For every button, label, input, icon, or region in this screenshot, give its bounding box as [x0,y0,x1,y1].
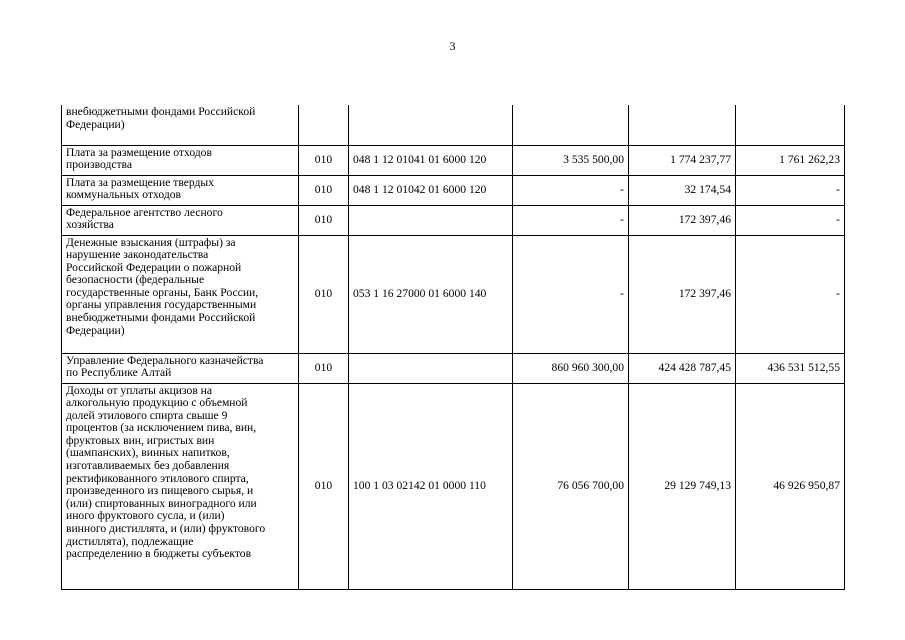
row-value-1: - [513,175,629,205]
row-name: Плата за размещение отходов производства [62,145,299,175]
row-value-2: 424 428 787,45 [629,353,736,383]
row-code: 010 [299,383,349,589]
table-row [62,353,845,383]
row-value-2 [629,105,736,145]
row-value-1: - [513,205,629,235]
row-kbk [349,205,513,235]
row-kbk: 100 1 03 02142 01 0000 110 [349,383,513,589]
row-value-3: 1 761 262,23 [736,145,845,175]
row-value-3: - [736,205,845,235]
row-code: 010 [299,205,349,235]
row-kbk: 048 1 12 01041 01 6000 120 [349,145,513,175]
row-kbk: 053 1 16 27000 01 6000 140 [349,235,513,353]
row-kbk: 048 1 12 01042 01 6000 120 [349,175,513,205]
row-value-1: 76 056 700,00 [513,383,629,589]
row-value-2: 1 774 237,77 [629,145,736,175]
row-code: 010 [299,235,349,353]
table-row [62,105,845,145]
table-row [62,205,845,235]
row-name: внебюджетными фондами Российской Федерации) [62,105,299,145]
row-value-3: 436 531 512,55 [736,353,845,383]
table-row [62,145,845,175]
row-value-1 [513,105,629,145]
row-name: Федеральное агентство лесного хозяйства [62,205,299,235]
row-name: Управление Федерального казначейства по Республике Алтай [62,353,299,383]
row-value-3: - [736,235,845,353]
table-row [62,235,845,353]
page-number: 3 [449,39,456,53]
row-value-2: 29 129 749,13 [629,383,736,589]
row-code [299,105,349,145]
row-kbk [349,105,513,145]
row-value-1: 3 535 500,00 [513,145,629,175]
row-value-3: - [736,175,845,205]
row-value-2: 172 397,46 [629,235,736,353]
row-value-3 [736,105,845,145]
row-value-1: 860 960 300,00 [513,353,629,383]
row-code: 010 [299,353,349,383]
row-value-1: - [513,235,629,353]
row-name: Денежные взыскания (штрафы) за нарушение законодательства Российской Федерации о пожарной безопасности (федеральные государственные органы, Банк России, органы управления государственными внебюджетными фондами Российской Федерации) [62,235,299,353]
row-code: 010 [299,175,349,205]
row-name: Плата за размещение твердых коммунальных отходов [62,175,299,205]
row-kbk [349,353,513,383]
table-row [62,175,845,205]
row-code: 010 [299,145,349,175]
budget-revenue-table [61,105,845,590]
row-value-2: 32 174,54 [629,175,736,205]
row-name: Доходы от уплаты акцизов на алкогольную продукцию с объемной долей этилового спирта свыше 9 процентов (за исключением пива, вин, фруктовых вин, игристых вин (шампанских), винных напитков, изготавливаемых без добавления ректификованного этилового спирта, произведенного из пищевого сырья, и (или) спиртованных виноградного или иного фруктового сусла, и (или) винного дистиллята, и (или) фруктового дистиллята), подлежащие распределению в бюджеты субъектов [62,383,299,589]
row-value-3: 46 926 950,87 [736,383,845,589]
row-value-2: 172 397,46 [629,205,736,235]
table-row [62,383,845,589]
